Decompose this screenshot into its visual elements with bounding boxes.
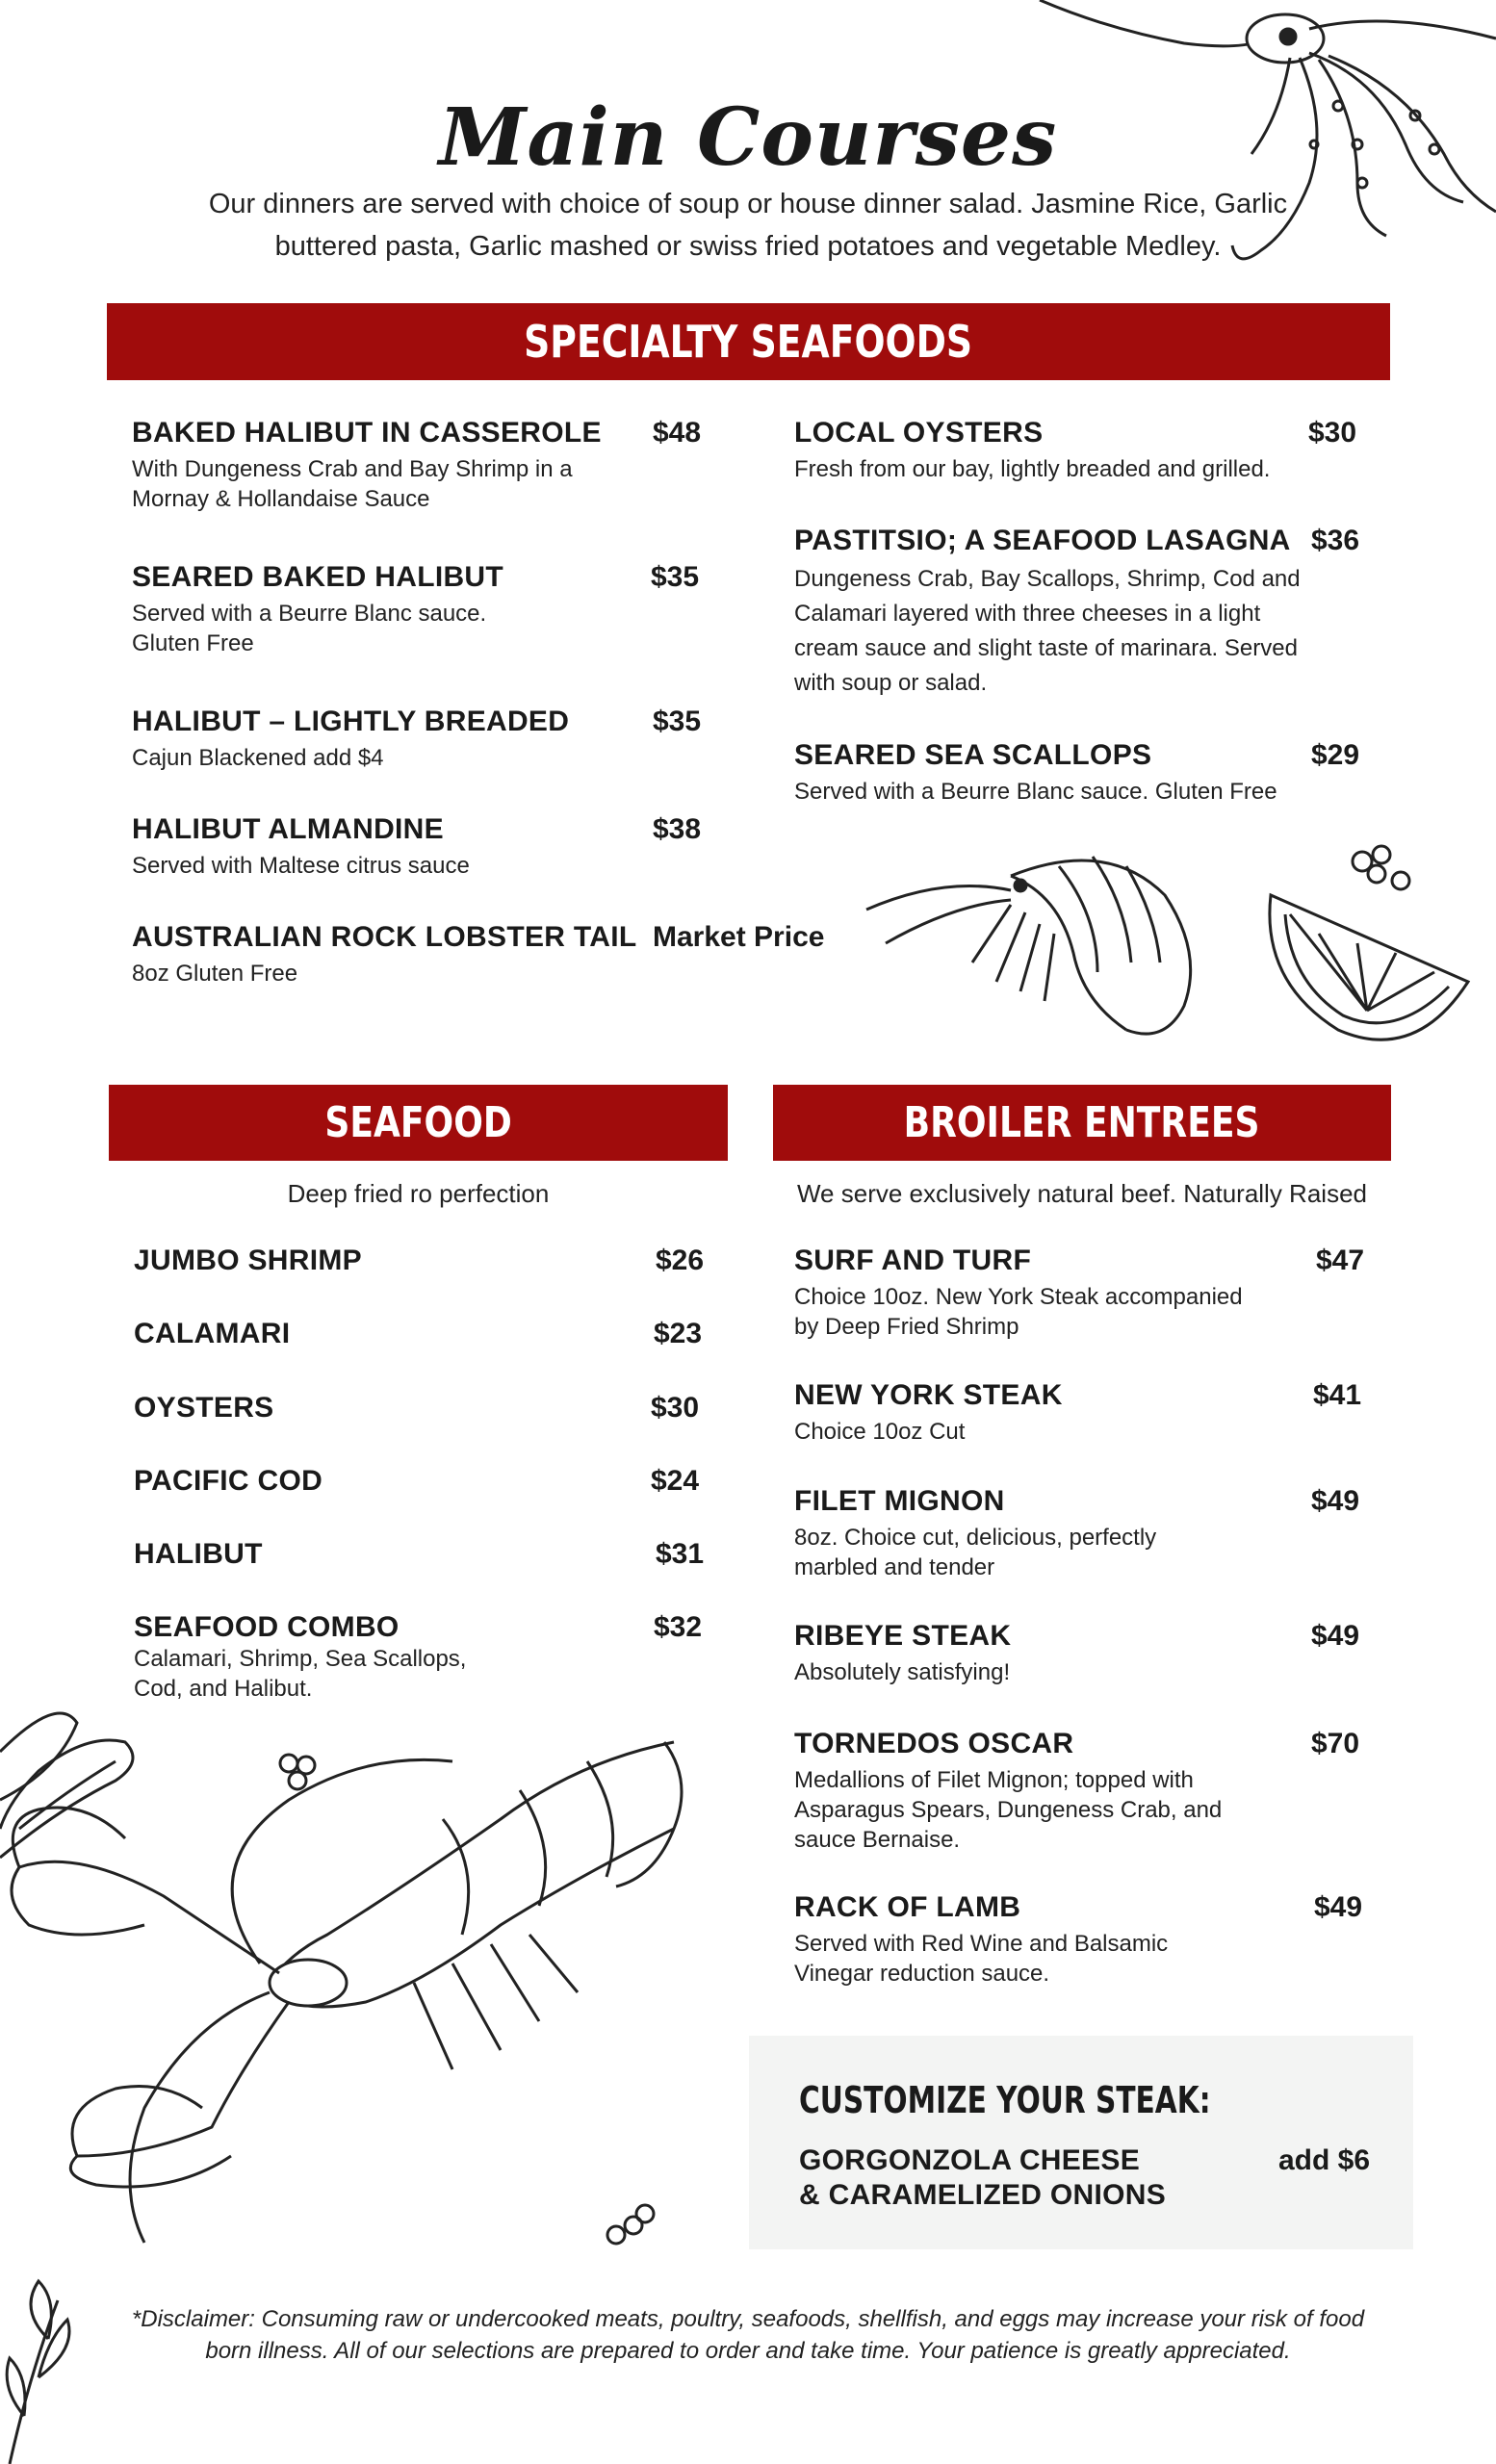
item-price: $38 bbox=[653, 813, 702, 845]
item-desc: Absolutely satisfying! bbox=[794, 1659, 1011, 1685]
item-price: $49 bbox=[1311, 1485, 1360, 1517]
item-name: OYSTERS bbox=[134, 1392, 274, 1424]
seafood-heading: SEAFOOD bbox=[324, 1098, 512, 1147]
item-desc: Served with a Beurre Blanc sauce. Gluten Free bbox=[794, 779, 1277, 805]
item-name: HALIBUT – LIGHTLY BREADED bbox=[132, 706, 570, 737]
item-price: $23 bbox=[654, 1318, 703, 1349]
item-price: $24 bbox=[651, 1465, 700, 1497]
lemon-illustration bbox=[1251, 837, 1483, 1059]
shrimp-illustration bbox=[866, 837, 1232, 1049]
item-price: $49 bbox=[1314, 1891, 1363, 1923]
item-price: $36 bbox=[1311, 525, 1360, 556]
item-price: $29 bbox=[1311, 739, 1360, 771]
item-name: SURF AND TURF bbox=[794, 1245, 1032, 1276]
item-price: $48 bbox=[653, 417, 702, 449]
intro-text: Our dinners are served with choice of soup or house dinner salad. Jasmine Rice, Garlic buttered pasta, Garlic mashed or swiss fried potatoes and vegetable Medley. bbox=[208, 189, 1288, 262]
specialty-heading: SPECIALTY SEAFOODS bbox=[524, 316, 973, 368]
broiler-heading: BROILER ENTREES bbox=[904, 1098, 1260, 1147]
item-desc: Choice 10oz Cut bbox=[794, 1419, 966, 1445]
item-name: HALIBUT bbox=[134, 1538, 263, 1570]
item-price: $30 bbox=[651, 1392, 700, 1424]
item-name: LOCAL OYSTERS bbox=[794, 417, 1044, 449]
item-desc: With Dungeness Crab and Bay Shrimp in a Mornay & Hollandaise Sauce bbox=[132, 456, 573, 512]
customize-price: add $6 bbox=[1278, 2144, 1371, 2176]
mussel-illustration bbox=[0, 1694, 144, 1858]
disclaimer: *Disclaimer: Consuming raw or undercooked meats, poultry, seafoods, shellfish, and eggs may increase your risk of food born illness. All of our selections are prepared to order and take time. Your patience is greatly appreciated. bbox=[131, 2306, 1365, 2364]
customize-item-line1: GORGONZOLA CHEESE bbox=[799, 2144, 1141, 2176]
item-price: $47 bbox=[1316, 1245, 1365, 1276]
item-name: CALAMARI bbox=[134, 1318, 291, 1349]
item-name: JUMBO SHRIMP bbox=[134, 1245, 362, 1276]
seafood-subtitle: Deep fried ro perfection bbox=[287, 1179, 550, 1208]
item-price: $49 bbox=[1311, 1620, 1360, 1652]
item-desc: Cajun Blackened add $4 bbox=[132, 745, 384, 771]
page-title: Main Courses bbox=[438, 91, 1058, 184]
customize-title bbox=[799, 2079, 1327, 2121]
herb-illustration bbox=[0, 2262, 87, 2464]
item-name: BAKED HALIBUT IN CASSEROLE bbox=[132, 417, 602, 449]
item-desc: Calamari, Shrimp, Sea Scallops, Cod, and Halibut. bbox=[134, 1646, 467, 1702]
seafood-banner bbox=[109, 1085, 728, 1161]
item-name: FILET MIGNON bbox=[794, 1485, 1005, 1517]
item-name: SEAFOOD COMBO bbox=[134, 1611, 400, 1643]
customize-title-text: CUSTOMIZE YOUR STEAK: bbox=[799, 2079, 1211, 2121]
customize-item-line2: & CARAMELIZED ONIONS bbox=[799, 2179, 1166, 2211]
item-name: PASTITSIO; A SEAFOOD LASAGNA bbox=[794, 525, 1291, 556]
item-desc: Dungeness Crab, Bay Scallops, Shrimp, Cod and Calamari layered with three cheeses in a light cream sauce and slight taste of marinara. Served with soup or salad. bbox=[794, 566, 1301, 696]
item-desc: Served with a Beurre Blanc sauce. Gluten Free bbox=[132, 601, 487, 656]
item-name: NEW YORK STEAK bbox=[794, 1379, 1063, 1411]
broiler-banner bbox=[773, 1085, 1391, 1161]
item-price: $30 bbox=[1308, 417, 1357, 449]
item-name: RIBEYE STEAK bbox=[794, 1620, 1012, 1652]
item-price: $70 bbox=[1311, 1728, 1360, 1759]
item-desc: Medallions of Filet Mignon; topped with Asparagus Spears, Dungeness Crab, and sauce Bernaise. bbox=[794, 1767, 1223, 1853]
item-name: PACIFIC COD bbox=[134, 1465, 323, 1497]
item-name: SEARED BAKED HALIBUT bbox=[132, 561, 504, 593]
item-price: $41 bbox=[1313, 1379, 1362, 1411]
item-price: $35 bbox=[651, 561, 700, 593]
specialty-banner bbox=[107, 303, 1390, 380]
item-name: RACK OF LAMB bbox=[794, 1891, 1021, 1923]
item-name: TORNEDOS OSCAR bbox=[794, 1728, 1074, 1759]
item-price: $35 bbox=[653, 706, 702, 737]
pepper-illustration bbox=[602, 2204, 659, 2252]
item-name: AUSTRALIAN ROCK LOBSTER TAIL bbox=[132, 921, 637, 953]
item-desc: 8oz. Choice cut, delicious, perfectly marbled and tender bbox=[794, 1525, 1157, 1580]
pepper-illustration bbox=[274, 1752, 322, 1795]
item-price: Market Price bbox=[653, 921, 825, 953]
item-desc: 8oz Gluten Free bbox=[132, 961, 298, 987]
item-price: $32 bbox=[654, 1611, 703, 1643]
broiler-subtitle: We serve exclusively natural beef. Naturally Raised bbox=[796, 1179, 1367, 1208]
item-name: SEARED SEA SCALLOPS bbox=[794, 739, 1152, 771]
item-name: HALIBUT ALMANDINE bbox=[132, 813, 444, 845]
item-desc: Served with Red Wine and Balsamic Vinegar reduction sauce. bbox=[794, 1931, 1169, 1987]
item-desc: Fresh from our bay, lightly breaded and grilled. bbox=[794, 456, 1271, 482]
customize-box bbox=[749, 2036, 1413, 2249]
item-desc: Choice 10oz. New York Steak accompanied by Deep Fried Shrimp bbox=[794, 1284, 1243, 1340]
item-desc: Served with Maltese citrus sauce bbox=[132, 853, 470, 879]
item-price: $26 bbox=[656, 1245, 705, 1276]
item-price: $31 bbox=[656, 1538, 705, 1570]
